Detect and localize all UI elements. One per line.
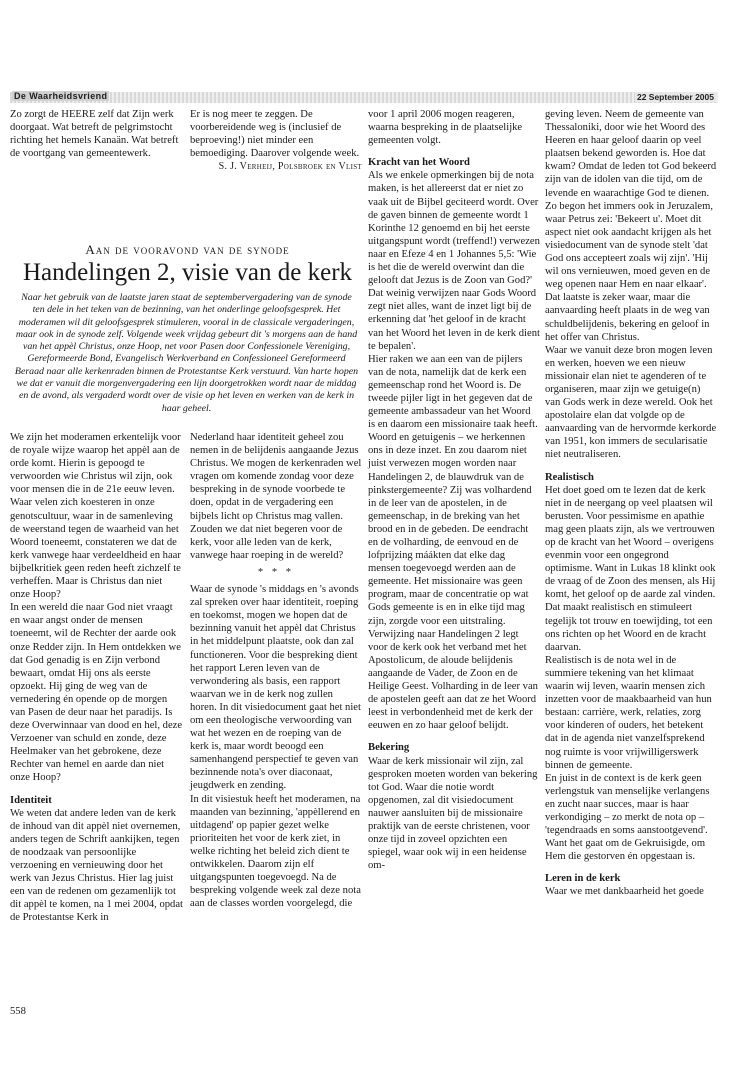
paragraph: Realistisch is de nota wel in de summiere tekening van het klimaat waarin wij leven, waarin mensen zich inzetten voor de maakbaarheid van hun bestaan: carrière, werk, relaties, zorg voor kinderen of ouders, het betekent dat in de agenda niet vanzelfsprekend nog ruimte is voor vrijwilligerswerk binnen de gemeente.	[545, 654, 712, 771]
previous-article-column-2	[190, 108, 362, 173]
paragraph: Waar we vanuit deze bron mogen leven en werken, hoeven we een nieuw missionair elan niet te agenderen of te organiseren, maar zijn we getuige(n) van Gods werk in deze wereld. Ook het apostolaire elan dat volgde op de aanvaarding van de hervormde kerkorde van 1951, kon immers de secularisatie niet neutraliseren.	[545, 344, 717, 461]
paragraph: Hier raken we aan een van de pijlers van de nota, namelijk dat de kerk een gemeenschap rond het Woord is. De tweede pijler ligt in het gegeven dat de gemeente ambassadeur van het Woord is en daarom een missionaire taak heeft. Woord en getuigenis – we herkennen ons in deze inzet. En zou daarom niet juist verwezen mogen worden naar Handelingen 2, de blauwdruk van de pinkstergemeente? Zij was volhardend in de leer van de apostelen, in de gemeenschap, in de breking van het brood en in de gebeden. De eendracht en de volharding, de eenvoud en de lofprijzing máákten dat elke dag mensen toegevoegd werden aan de gemeente. Het missionaire was geen program, maar de concentratie op wat Gods gemeente is en in elke tijd mag zijn, zorgde voor een uitstraling.	[368, 353, 538, 627]
issue-date: 22 September 2005	[636, 92, 714, 102]
paragraph: Waar we met dankbaarheid het goede	[545, 886, 704, 898]
section-heading-bekering: Bekering	[368, 742, 410, 754]
paragraph: In dit visiestuk heeft het moderamen, na maanden van bezinning, 'appèllerend en uitdagend' op papier gezet welke prioriteiten het voor de kerk ziet, in welke richting het beleid zich dient te ontwikkelen. Daarom zijn elf uitgangspunten toegevoegd. Na de bespreking volgende week zal deze nota aan de classes worden voorgelegd, die	[190, 793, 361, 910]
paragraph: Waar de kerk missionair wil zijn, zal gesproken moeten worden van bekering tot God. Waar die notie wordt opgenomen, zal dit visiedocument nauwer aansluiten bij de missionaire praktijk van de eerste christenen, voor onze tijd in zoveel opzichten een spiegel, waar ook wij in een heidense om-	[368, 755, 538, 872]
previous-article-text-1: Zo zorgt de HEERE zelf dat Zijn werk doorgaat. Wat betreft de pelgrimstocht richting het hemels Kanaän. Wat betreft de voortgang van gemeentewerk.	[10, 109, 179, 160]
paragraph: In een wereld die naar God niet vraagt en waar angst onder de mensen toeneemt, wil de Rechter der aarde ook onze Redder zijn. In Hem ontdekken we dat God genadig is en Zijn verbond bewaart, omdat Hij ons als eerste opzoekt. Hij ging de weg van de vernedering én opende op de morgen van Pasen de deur naar het paradijs. Is deze Overwinnaar van dood en hel, deze Verzoener van schuld en zonde, deze Heelmaker van het gebrokene, deze Rechter van hemel en aarde dan niet onze Hoop?	[10, 602, 183, 784]
article-column-2	[190, 431, 362, 910]
section-separator: * * *	[257, 566, 295, 578]
paragraph: geving leven. Neem de gemeente van Thessaloniki, door wie het Woord des Heeren en haar geloof daarin op veel plaatsen bekend geworden is. Hoe dat kwam? Omdat de leden tot God bekeerd zijn van de idolen van die tijd, om de levende en waarachtige God te dienen. Zo begon het immers ook in Jeruzalem, waar Petrus zei: 'Bekeert u'. Moet dit aspect niet ook aandacht krijgen als het visiedocument van de synode stelt 'dat God ons accepteert zoals wij zijn'. 'Hij wil ons vernieuwen, moed geven en de weg openen naar Hem en naar elkaar'. Dat laatste is zeker waar, maar die aanvaarding heeft plaats in de weg van schuldbelijdenis, bekering en geloof in het offer van Christus.	[545, 109, 717, 343]
previous-article-text-2: Er is nog meer te zeggen. De voorbereidende weg is (inclusief de beproeving!) niet minder een bemoediging. Daarover volgende week.	[190, 109, 360, 160]
article-kicker: Aan de vooravond van de synode	[85, 242, 290, 257]
author-signature: S. J. Verheij, Polsbroek en Vlist	[218, 161, 362, 173]
paragraph: We weten dat andere leden van de kerk de inhoud van dit appèl niet overnemen, anders tegen de Schrift aankijken, tegen de noodzaak van persoonlijke verzoening en vernieuwing door het werk van Jezus Christus. Hier lag juist een van de redenen om gezamenlijk tot dit appèl te komen, na 1 mei 2004, opdat de Protestantse Kerk in	[10, 807, 183, 924]
previous-article-column-1	[10, 108, 186, 160]
article-column-4	[545, 108, 717, 899]
paragraph: Als we enkele opmerkingen bij de nota maken, is het allereerst dat er niet zo vaak uit de Bijbel geciteerd wordt. Over de gaven binnen de gemeente wordt 1 Korinthe 12 genoemd en bij het eerste uitgangspunt wordt (treffend!) verwezen naar en Efeze 4 en 1 Johannes 5,5: 'Wie is het die de wereld overwint dan die gelooft dat Jezus is de Zoon van God?' Dat weinig verwijzen naar Gods Woord zegt niet alles, want de inzet ligt bij de erkenning dat 'het geloof in de kracht van het Woord het leven in de kerk dient te bepalen'.	[368, 170, 540, 352]
paragraph: Het doet goed om te lezen dat de kerk niet in de neergang op veel plaatsen wil berusten. Voor pessimisme en apathie mag geen plaats zijn, als we vertrouwen op de kracht van het Woord – overigens evenmin voor een ongegrond optimisme. Want in Lukas 18 klinkt ook de vraag of de Zoon des mensen, als Hij komt, het geloof op de aarde zal vinden. Dat maakt realistisch en stimuleert tegelijk tot trouw en toewijding, tot een ons richten op het Woord en de kracht daarvan.	[545, 484, 716, 653]
paragraph: We zijn het moderamen erkentelijk voor de royale wijze waarop het appèl aan de orde komt. Hierin is gepoogd te verwoorden wie Christus wil zijn, ook voor mensen die in de 21e eeuw leven. Waar velen zich koesteren in onze genotscultuur, waar in de samenleving de weerstand tegen de waarheid van het Woord toeneemt, constateren we dat de kerk vanwege haar verdeeldheid en haar bijbelkritiek geen reden heeft zichzelf te verheffen. Maar is Christus dan niet onze Hoop?	[10, 432, 181, 601]
paragraph: voor 1 april 2006 mogen reageren, waarna bespreking in de plaatselijke gemeenten volgt.	[368, 109, 523, 147]
section-heading-identiteit: Identiteit	[10, 794, 52, 806]
section-heading-realistisch: Realistisch	[545, 471, 594, 483]
article-title: Handelingen 2, visie van de kerk	[22, 259, 353, 286]
paragraph: Verwijzing naar Handelingen 2 legt voor de kerk ook het verband met het Apostolicum, de aloude belijdenis aangaande de Vader, de Zoon en de Heilige Geest. Volharding in de leer van de apostelen geeft aan dat ze het Woord leest in verbondenheid met de kerk der eeuwen en zo haar geloof belijdt.	[368, 628, 538, 732]
section-heading-leren-in-de-kerk: Leren in de kerk	[545, 873, 621, 885]
section-heading-kracht-van-het-woord: Kracht van het Woord	[368, 157, 470, 169]
magazine-logo: De Waarheidsvriend	[14, 91, 108, 101]
article-intro: Naar het gebruik van de laatste jaren staat de septembervergadering van de synode ten dele in het teken van de bezinning, van het onderlinge geloofsgesprek. Het moderamen wil dit geloofsgesprek stimuleren, vooral in de classicale vergaderingen, maar ook in de synode zelf. Volgende week vrijdag gebeurt dit 's morgens aan de hand van het appèl Christus, onze Hoop, net voor Pasen door Confessionele Vereniging, Gereformeerde Bond, Evangelisch Werkverband en Confessioneel Gereformeerd Beraad naar alle kerkenraden binnen de Protestantse Kerk verstuurd. Van harte hopen we dat er vanuit die morgenvergadering een lijn doorgetrokken wordt naar de middag en de avond, als vergaderd wordt over de visie op het leven en werken van de kerk in haar geheel.	[14, 292, 359, 414]
paragraph: En juist in de context is de kerk geen verlengstuk van menselijke verlangens en zucht naar succes, maar is haar verkondiging – zo merkt de nota op – 'tegendraads en soms aanstootgevend'. Want het gaat om de Gekruisigde, om Hem die gestorven én opgestaan is.	[545, 772, 710, 863]
page-header	[10, 92, 718, 103]
article-column-3	[368, 108, 540, 872]
page-number: 558	[10, 1006, 26, 1017]
article-column-1	[10, 431, 184, 924]
paragraph: Waar de synode 's middags en 's avonds zal spreken over haar identiteit, roeping en toekomst, mogen we hopen dat de bezinning vanuit het appèl dat Christus in het middelpunt plaatste, ook dan zal functioneren. Voor die bespreking dient het rapport Leren leven van de verwondering als basis, een rapport waarvan we in de kerk nog zullen horen. In dit visiedocument gaat het niet om een theologische verwoording van wat het wezen en de roeping van de kerk is, maar wordt beoogd een samenhangend perspectief te geven van bezinnende nota's over diaconaat, jeugdwerk en zending.	[190, 584, 361, 792]
paragraph: Nederland haar identiteit geheel zou nemen in de belijdenis aangaande Jezus Christus. We mogen de kerkenraden wel vragen om komende zondag voor deze bespreking in de synode voorbede te doen, opdat in de vergadering een bijbels licht op Christus mag vallen. Zouden we dat niet begeren voor de kerk, voor alle leden van de kerk, vanwege haar roeping in de wereld?	[190, 432, 362, 561]
